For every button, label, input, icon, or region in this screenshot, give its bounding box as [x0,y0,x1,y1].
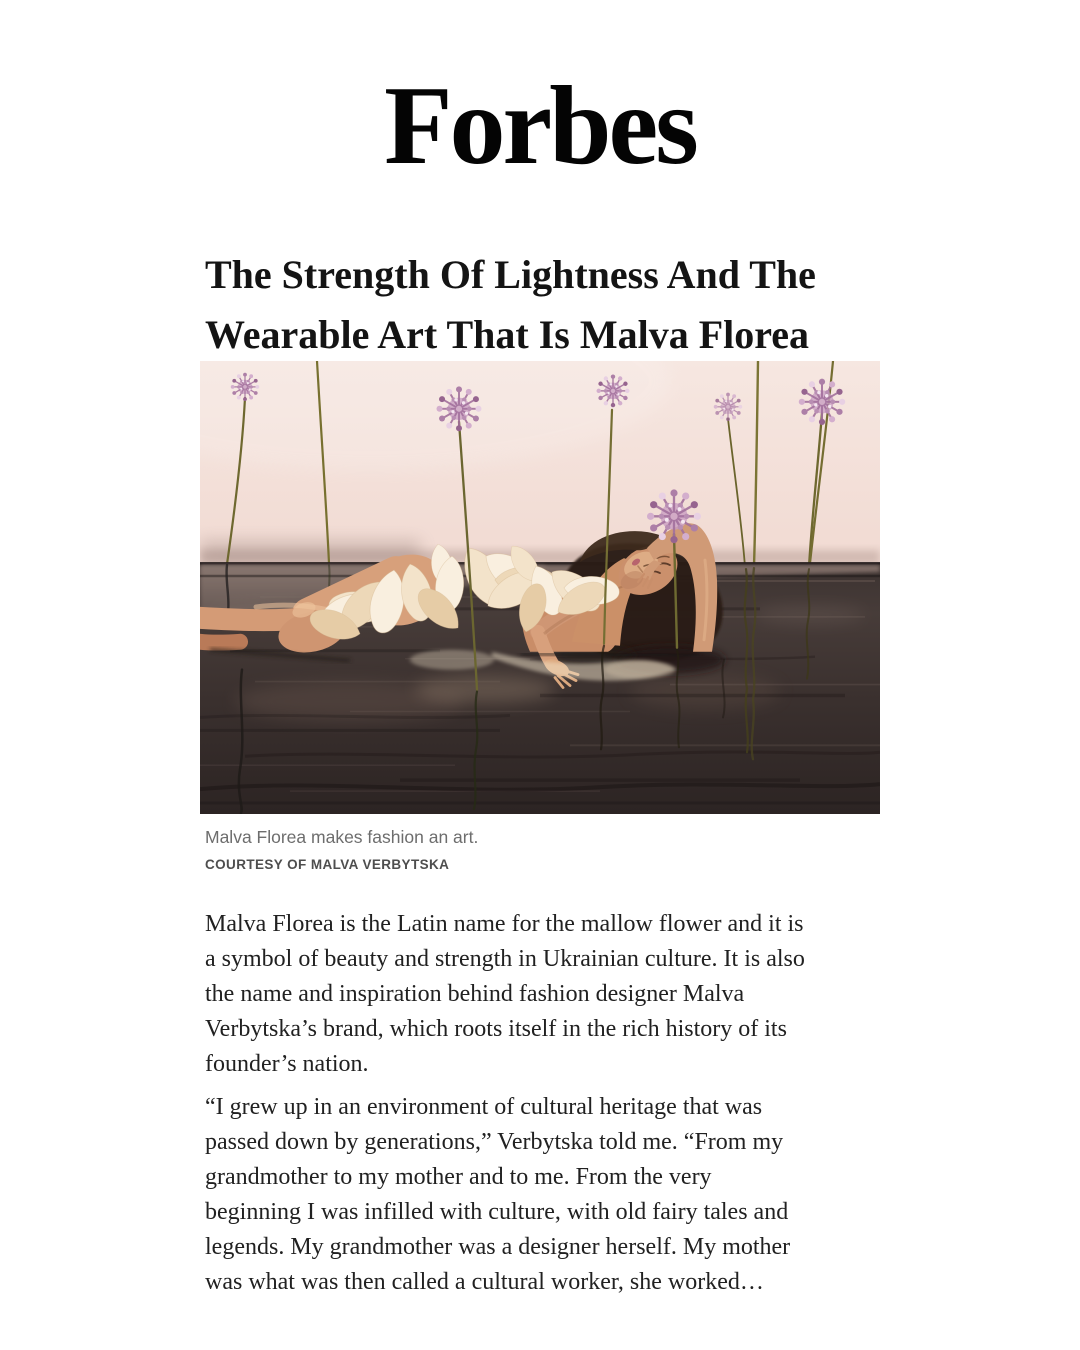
forbes-logo[interactable]: Forbes [384,64,696,188]
hero-image [200,361,880,814]
headline-line: Wearable Art That Is Malva Florea [205,311,810,357]
body-text-line: grandmother to my mother and to me. From the very [205,1164,712,1190]
body-text-line: passed down by generations,” Verbytska told me. “From my [205,1129,784,1155]
body-text-line: Verbytska’s brand, which roots itself in the rich history of its [205,1016,787,1042]
hero-photo-art [200,361,880,814]
body-text-line: legends. My grandmother was a designer herself. My mother [205,1234,791,1260]
body-text-line: was what was then called a cultural worker, she worked… [205,1269,764,1295]
headline-line: The Strength Of Lightness And The [205,251,816,297]
image-credit: COURTESY OF MALVA VERBYTSKA [205,857,450,872]
body-text-line: a symbol of beauty and strength in Ukrainian culture. It is also [205,946,805,972]
body-text-line: the name and inspiration behind fashion designer Malva [205,981,745,1007]
image-caption: Malva Florea makes fashion an art. [205,827,479,847]
body-text-line: founder’s nation. [205,1051,369,1077]
article-headline [205,245,925,365]
body-text-line: beginning I was infilled with culture, with old fairy tales and [205,1199,789,1225]
body-text-line: “I grew up in an environment of cultural heritage that was [205,1094,763,1120]
body-text-line: Malva Florea is the Latin name for the mallow flower and it is [205,911,804,937]
article-paragraph [205,907,925,1082]
article-paragraph [205,1090,925,1300]
article-body [205,907,925,1300]
